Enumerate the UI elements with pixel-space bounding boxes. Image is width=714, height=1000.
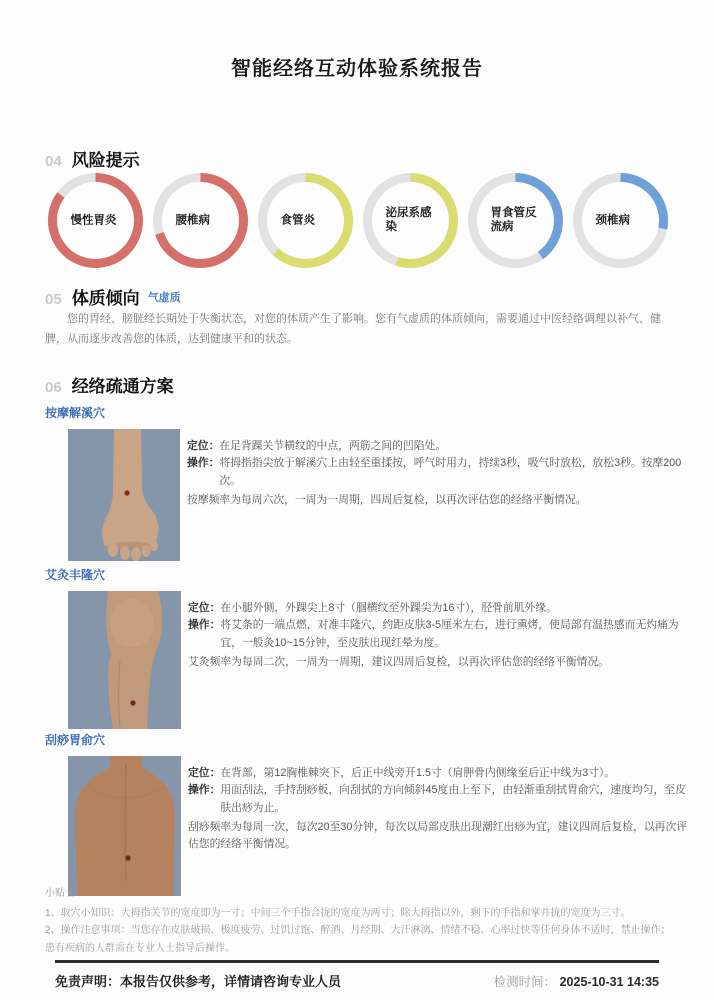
foot-acupoint-image [68, 429, 180, 561]
operation-row [188, 782, 693, 817]
back-acupoint-image [68, 756, 181, 896]
frequency-note: 艾灸频率为每周二次，一周为一周期，建议四周后复检，以再次评估您的经络平衡情况。 [188, 655, 610, 668]
operation-value: 将拇指指尖放于解溪穴上由轻至重揉按，呼气时用力，持续3秒，吸气时放松，放松3秒。按摩200次。 [219, 457, 682, 487]
operation-label: 操作： [188, 619, 221, 632]
operation-row [187, 455, 692, 490]
constitution-paragraph: 您的胃经、膀胱经长期处于失衡状态，对您的体质产生了影响。您有气虚质的体质倾向，需要通过中医经络调理以补气、健脾，从而逐步改善您的体质，达到健康平和的状态。 [45, 313, 661, 345]
plan-item-fenglong [45, 566, 705, 729]
section-title: 经络疏通方案 [71, 377, 174, 396]
section-number: 04 [45, 153, 62, 170]
operation-value: 将艾条的一端点燃，对准丰隆穴，约距皮肤3-5厘米左右，进行熏烤，使局部有温热感而无灼痛为宜，一般灸10~15分钟，至皮肤出现红晕为度。 [220, 619, 679, 649]
plan-item-jiexi [45, 404, 705, 561]
risk-ring-label: 泌尿系感染 [385, 206, 432, 234]
tips-line: 2、操作注意事项：当您存在皮肤破损、极度疲劳、过饥过饱、醉酒、月经期、大汗淋漓、情绪不稳、心率过快等任何身体不适时，禁止操作；患有疾病的人群需在专业人士指导后操作。 [45, 925, 671, 954]
frequency-note: 按摩频率为每周六次，一周为一周期，四周后复检，以再次评估您的经络平衡情况。 [187, 493, 587, 506]
risk-ring-4 [362, 172, 459, 269]
risk-ring-3 [257, 172, 354, 269]
acupoint-marker [130, 700, 135, 705]
location-label: 定位： [188, 602, 221, 614]
constitution-tag: 气虚质 [147, 292, 181, 304]
acupoint-marker [124, 490, 129, 495]
plan-item-title: 刮痧胃俞穴 [45, 733, 106, 747]
location-label: 定位： [188, 767, 221, 779]
acupoint-marker [125, 855, 130, 860]
leg-acupoint-image [68, 591, 181, 729]
risk-ring-5 [467, 172, 564, 269]
section-number: 05 [45, 291, 62, 308]
location-value: 在足背踝关节横纹的中点，两筋之间的凹陷处。 [219, 440, 447, 452]
page-title: 智能经络互动体验系统报告 [231, 58, 483, 80]
risk-ring-2 [152, 172, 249, 269]
location-label: 定位： [187, 440, 220, 452]
location-row [188, 600, 693, 617]
section-number: 06 [45, 379, 62, 396]
frequency-note: 刮痧频率为每周一次，每次20至30分钟，每次以局部皮肤出现潮红出痧为宜，建议四周后复检，以再次评估您的经络平衡情况。 [188, 820, 688, 851]
plan-item-weishu [45, 731, 705, 896]
risk-ring-1 [47, 172, 144, 269]
location-value: 在小腿外侧，外踝尖上8寸（腘横纹至外踝尖为16寸），胫骨前肌外缘。 [220, 602, 557, 614]
tips-title: 小贴士 [45, 888, 75, 899]
section-header-plan [45, 372, 174, 397]
risk-ring-label: 食管炎 [280, 214, 315, 227]
section-header-constitution [45, 284, 181, 309]
section-header-risk [45, 146, 140, 171]
risk-rings [47, 172, 669, 269]
location-row [188, 765, 693, 782]
risk-ring-label: 胃食管反流病 [490, 206, 537, 234]
tips-block [45, 885, 680, 957]
operation-label: 操作： [188, 784, 221, 797]
risk-ring-label: 慢性胃炎 [70, 214, 117, 227]
footer-divider [55, 960, 659, 963]
risk-ring-6 [572, 172, 669, 269]
risk-ring-label: 颈椎病 [595, 214, 630, 227]
plan-item-title: 按摩解溪穴 [45, 406, 106, 420]
disclaimer-text: 免责声明：本报告仅供参考，详情请咨询专业人员 [55, 974, 342, 989]
operation-label: 操作： [187, 457, 220, 470]
tips-line: 1、取穴小知识：大拇指关节的宽度即为一寸；中间三个手指合拢的宽度为两寸；除大拇指以外，剩下的手指和掌并拢的宽度为三寸。 [45, 907, 631, 919]
plan-item-title: 艾灸丰隆穴 [45, 568, 106, 582]
location-value: 在背部，第12胸椎棘突下，后正中线旁开1.5寸（肩胛骨内侧缘至后正中线为3寸）。 [220, 767, 616, 779]
test-time-value: 2025-10-31 14:35 [559, 975, 659, 989]
risk-ring-label: 腰椎病 [175, 214, 210, 227]
operation-row [188, 617, 693, 652]
footer [55, 971, 659, 990]
test-time-label: 检测时间： [493, 975, 557, 989]
test-time [494, 972, 659, 990]
location-row [187, 438, 692, 455]
section-title: 体质倾向 [71, 289, 140, 308]
operation-value: 用面刮法，手持刮痧板，向刮拭的方向倾斜45度由上至下，由轻渐重刮拭胃俞穴，速度均匀，至皮肤出痧为止。 [220, 784, 686, 814]
section-title: 风险提示 [71, 151, 140, 170]
